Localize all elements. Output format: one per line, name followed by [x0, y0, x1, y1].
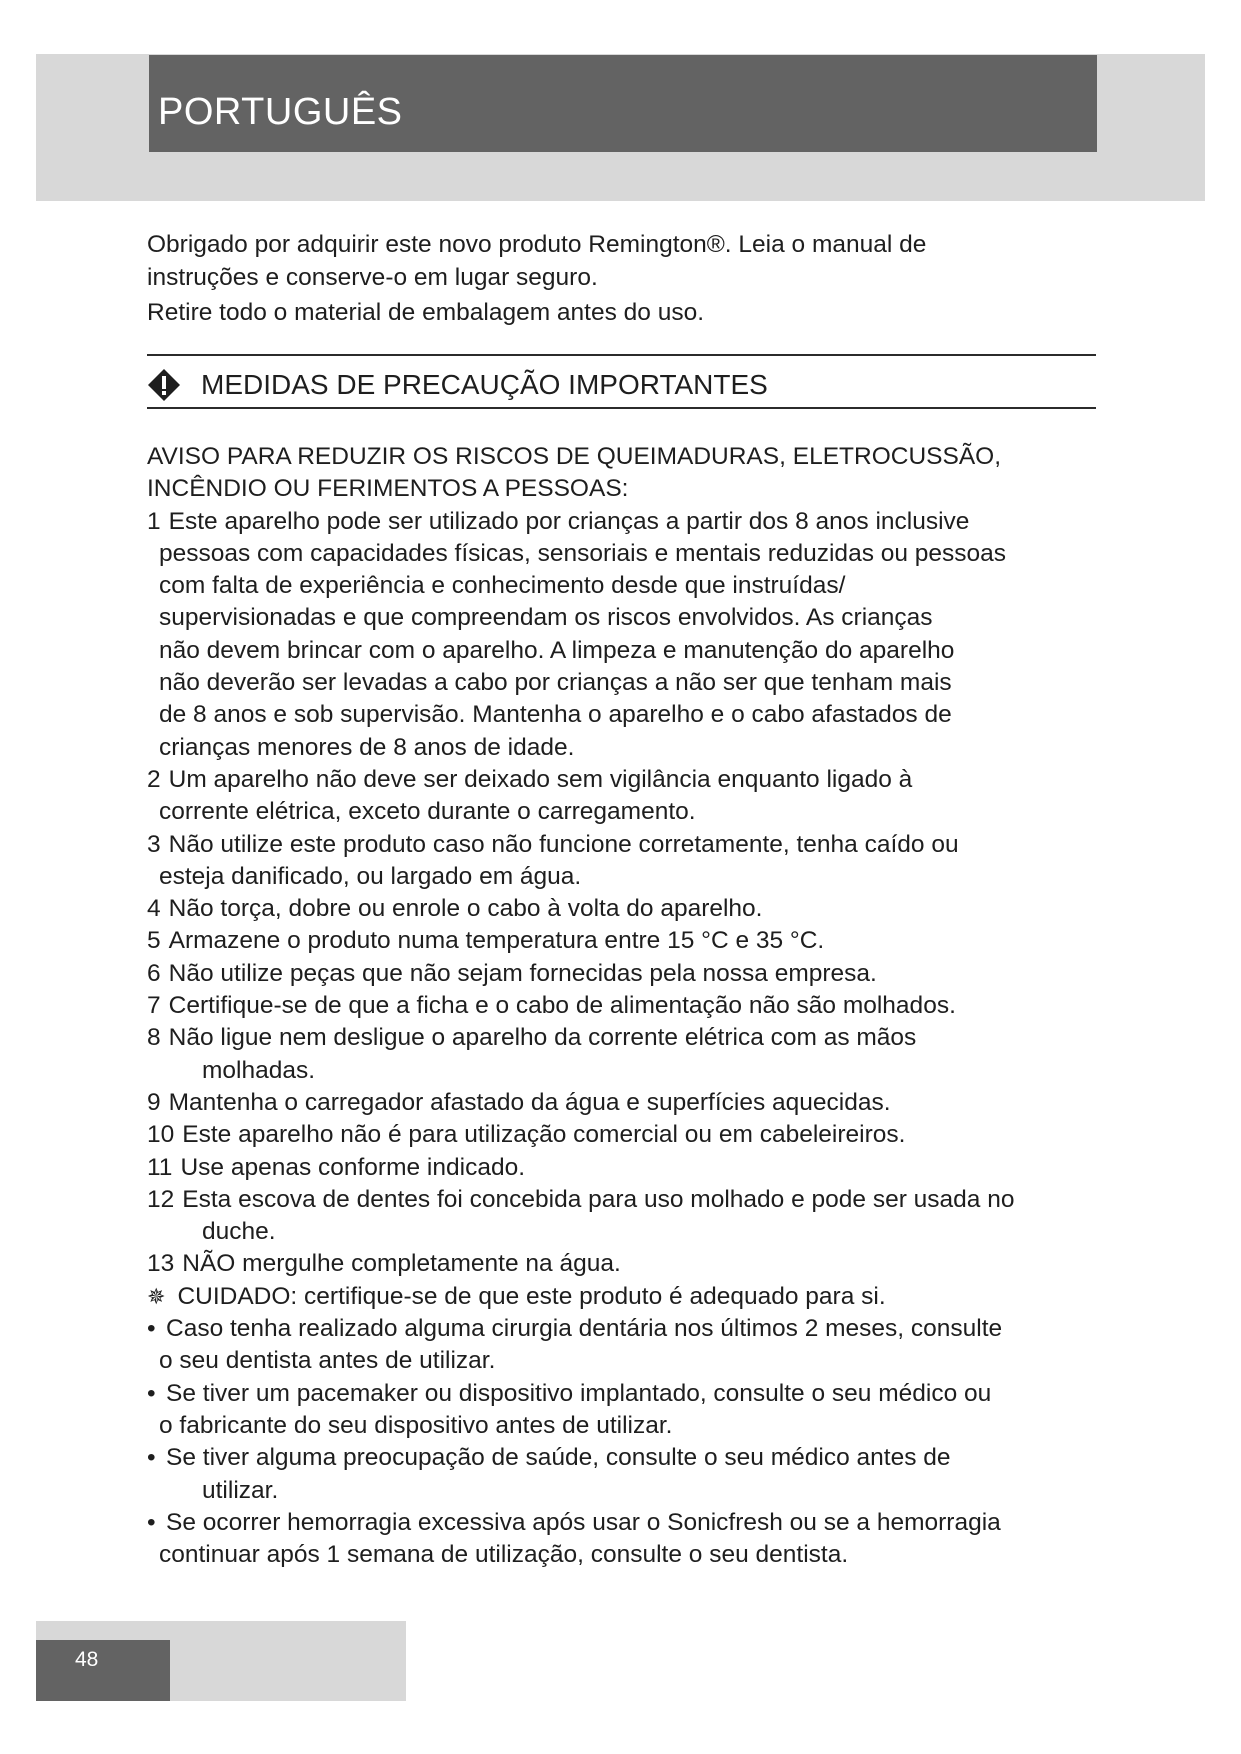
- item-text: Este aparelho pode ser utilizado por crianças a partir dos 8 anos inclusive: [168, 507, 970, 535]
- item-text: Esta escova de dentes foi concebida para uso molhado e pode ser usada no: [182, 1185, 1015, 1213]
- precaution-item-line: supervisionadas e que compreendam os riscos envolvidos. As crianças: [159, 604, 933, 632]
- bullet-dot-icon: •: [147, 1444, 156, 1472]
- precaution-item-line: pessoas com capacidades físicas, sensoriais e mentais reduzidas ou pessoas: [159, 539, 1007, 567]
- item-text: Este aparelho não é para utilização comercial ou em cabeleireiros.: [182, 1121, 906, 1149]
- item-text: Certifique-se de que a ficha e o cabo de alimentação não são molhados.: [168, 992, 956, 1020]
- section-heading: [147, 364, 768, 406]
- intro-line: instruções e conserve-o em lugar seguro.: [147, 264, 598, 291]
- bullet-dot-icon: •: [147, 1315, 156, 1343]
- precaution-item: [147, 1087, 1087, 1119]
- warning-diamond-icon: [147, 368, 181, 402]
- precaution-item-first-line: [147, 764, 1087, 796]
- footer-number-box: [36, 1640, 170, 1701]
- bullet-line: o fabricante do seu dispositivo antes de utilizar.: [159, 1411, 673, 1439]
- item-text: Armazene o produto numa temperatura entre 15 °C e 35 °C.: [168, 927, 825, 955]
- item-number: 1: [147, 507, 161, 535]
- section-heading-text: MEDIDAS DE PRECAUÇÃO IMPORTANTES: [201, 369, 768, 400]
- intro-text: [147, 228, 1087, 329]
- item-text: Mantenha o carregador afastado da água e superfícies aquecidas.: [168, 1088, 891, 1116]
- bullet-line: o seu dentista antes de utilizar.: [159, 1347, 496, 1375]
- item-text: Não utilize peças que não sejam fornecidas pela nossa empresa.: [168, 959, 877, 987]
- precaution-item-line: não devem brincar com o aparelho. A limpeza e manutenção do aparelho: [159, 636, 955, 664]
- precaution-item: [147, 925, 1087, 957]
- precaution-item-first-line: [147, 958, 1087, 990]
- precaution-item-first-line: [147, 829, 1087, 861]
- warning-line: INCÊNDIO OU FERIMENTOS A PESSOAS:: [147, 475, 629, 503]
- bullet-first-line: [147, 1313, 1087, 1345]
- precaution-item: [147, 829, 1087, 894]
- precaution-item-line: molhadas.: [202, 1056, 316, 1084]
- item-text: Não utilize este produto caso não funcione corretamente, tenha caído ou: [168, 830, 959, 858]
- precaution-item: [147, 764, 1087, 829]
- warning-line: AVISO PARA REDUZIR OS RISCOS DE QUEIMADURAS, ELETROCUSSÃO,: [147, 443, 1002, 470]
- caution-line: [147, 1281, 1087, 1313]
- precaution-item-first-line: [147, 1152, 1087, 1184]
- precaution-item-line: esteja danificado, ou largado em água.: [159, 862, 582, 890]
- item-number: 4: [147, 895, 161, 923]
- item-number: 2: [147, 765, 161, 793]
- item-number: 11: [147, 1153, 173, 1181]
- intro-line: Obrigado por adquirir este novo produto Remington®. Leia o manual de: [147, 231, 927, 258]
- item-number: 6: [147, 959, 161, 987]
- precaution-item-line: de 8 anos e sob supervisão. Mantenha o aparelho e o cabo afastados de: [159, 701, 952, 729]
- caution-bullet-item: [147, 1378, 1087, 1443]
- precaution-item: [147, 1119, 1087, 1151]
- caution-bullet-item: [147, 1313, 1087, 1378]
- precaution-item: [147, 990, 1087, 1022]
- precaution-item-first-line: [147, 1087, 1087, 1119]
- precaution-item-line: crianças menores de 8 anos de idade.: [159, 733, 575, 761]
- precaution-item-line: corrente elétrica, exceto durante o carregamento.: [159, 798, 696, 826]
- item-text: Um aparelho não deve ser deixado sem vigilância enquanto ligado à: [168, 765, 913, 793]
- item-number: 9: [147, 1088, 161, 1116]
- caution-star-icon: ✵: [147, 1283, 166, 1309]
- section-rule-bottom: [147, 407, 1096, 409]
- bullet-text: Se ocorrer hemorragia excessiva após usar o Sonicfresh ou se a hemorragia: [166, 1508, 1001, 1536]
- item-number: 10: [147, 1121, 175, 1149]
- bullet-first-line: [147, 1442, 1087, 1474]
- bullet-line: continuar após 1 semana de utilização, consulte o seu dentista.: [159, 1541, 849, 1569]
- precaution-item: [147, 506, 1087, 764]
- page-number: 48: [75, 1648, 99, 1671]
- precaution-item-first-line: [147, 1119, 1087, 1151]
- precaution-item: [147, 1248, 1087, 1280]
- bullet-line: utilizar.: [202, 1476, 279, 1504]
- precaution-item: [147, 958, 1087, 990]
- precaution-item-first-line: [147, 893, 1087, 925]
- section-rule-top: [147, 354, 1096, 356]
- precaution-item: [147, 1022, 1087, 1087]
- item-text: Não ligue nem desligue o aparelho da corrente elétrica com as mãos: [168, 1024, 917, 1052]
- precaution-item-line: com falta de experiência e conhecimento desde que instruídas/: [159, 572, 846, 600]
- caution-bullet-item: [147, 1442, 1087, 1507]
- bullet-text: Caso tenha realizado alguma cirurgia dentária nos últimos 2 meses, consulte: [166, 1315, 1003, 1343]
- item-number: 5: [147, 927, 161, 955]
- bullet-first-line: [147, 1507, 1087, 1539]
- precaution-item-line: não deverão ser levadas a cabo por crianças a não ser que tenham mais: [159, 669, 952, 697]
- precaution-item-first-line: [147, 1184, 1087, 1216]
- precaution-item: [147, 1184, 1087, 1249]
- bullet-text: Se tiver alguma preocupação de saúde, consulte o seu médico antes de: [166, 1444, 951, 1472]
- precautions-content: [147, 441, 1087, 1571]
- item-number: 8: [147, 1024, 161, 1052]
- caution-bullet-item: [147, 1507, 1087, 1572]
- item-number: 3: [147, 830, 161, 858]
- precaution-item: [147, 1152, 1087, 1184]
- bullet-dot-icon: •: [147, 1508, 156, 1536]
- item-number: 7: [147, 992, 161, 1020]
- item-text: NÃO mergulhe completamente na água.: [182, 1250, 621, 1278]
- page-title: PORTUGUÊS: [158, 91, 403, 133]
- bullet-first-line: [147, 1378, 1087, 1410]
- precaution-item-line: duche.: [202, 1218, 276, 1246]
- item-text: Não torça, dobre ou enrole o cabo à volta do aparelho.: [168, 895, 763, 923]
- caution-bullets: [147, 1313, 1087, 1571]
- precaution-item-first-line: [147, 1248, 1087, 1280]
- item-text: Use apenas conforme indicado.: [180, 1153, 526, 1181]
- precautions-list: [147, 506, 1087, 1281]
- bullet-text: Se tiver um pacemaker ou dispositivo implantado, consulte o seu médico ou: [166, 1379, 992, 1407]
- precaution-item-first-line: [147, 1022, 1087, 1054]
- precaution-item-first-line: [147, 925, 1087, 957]
- bullet-dot-icon: •: [147, 1379, 156, 1407]
- item-number: 13: [147, 1250, 175, 1278]
- intro-line: Retire todo o material de embalagem antes do uso.: [147, 299, 705, 326]
- precaution-item: [147, 893, 1087, 925]
- item-number: 12: [147, 1185, 175, 1213]
- caution-text: CUIDADO: certifique-se de que este produto é adequado para si.: [177, 1282, 886, 1310]
- precaution-item-first-line: [147, 990, 1087, 1022]
- precaution-item-first-line: [147, 506, 1087, 538]
